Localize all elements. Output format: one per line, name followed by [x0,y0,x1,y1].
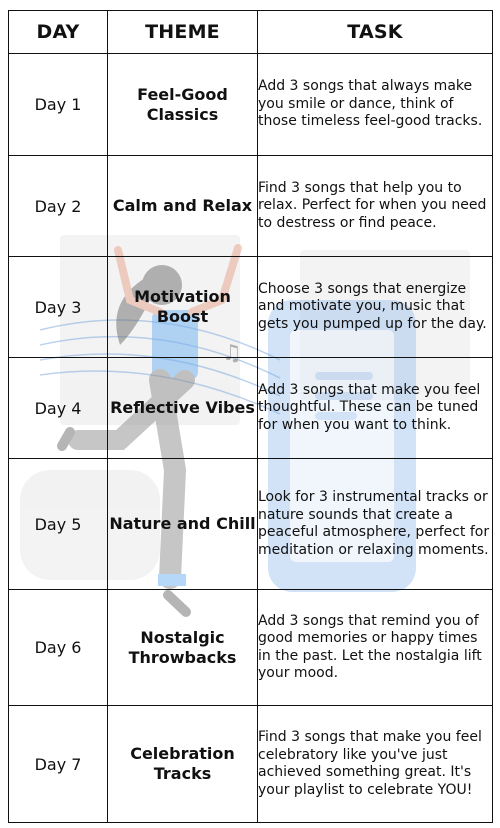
task-cell: Add 3 songs that remind you of good memories or happy times in the past. Let the nostalgia lift your mood. [258,590,493,706]
task-cell: Look for 3 instrumental tracks or nature sounds that create a peaceful atmosphere, perfect for meditation or relaxing moments. [258,459,493,590]
day-cell: Day 6 [9,590,108,706]
theme-cell: Nostalgic Throwbacks [108,590,258,706]
theme-cell: Motivation Boost [108,257,258,358]
day-cell: Day 4 [9,358,108,459]
task-cell: Find 3 songs that help you to relax. Perfect for when you need to destress or find peace. [258,156,493,257]
table-row [9,156,493,257]
theme-cell: Calm and Relax [108,156,258,257]
theme-cell: Reflective Vibes [108,358,258,459]
day-cell: Day 3 [9,257,108,358]
day-cell: Day 7 [9,706,108,823]
task-cell: Add 3 songs that make you feel thoughtful. These can be tuned for when you want to think. [258,358,493,459]
table-row [9,54,493,156]
table-row [9,590,493,706]
day-cell: Day 5 [9,459,108,590]
theme-cell: Celebration Tracks [108,706,258,823]
header-row [9,11,493,54]
day-cell: Day 2 [9,156,108,257]
task-cell: Choose 3 songs that energize and motivate you, music that gets you pumped up for the day. [258,257,493,358]
playlist-challenge-table [8,10,493,823]
table-row [9,706,493,823]
table-row [9,459,493,590]
day-header: DAY [9,11,108,54]
theme-cell: Feel-Good Classics [108,54,258,156]
table-row [9,257,493,358]
task-cell: Add 3 songs that always make you smile or dance, think of those timeless feel-good tracks. [258,54,493,156]
task-header: TASK [258,11,493,54]
task-cell: Find 3 songs that make you feel celebratory like you've just achieved something great. It's your playlist to celebrate YOU! [258,706,493,823]
theme-header: THEME [108,11,258,54]
theme-cell: Nature and Chill [108,459,258,590]
day-cell: Day 1 [9,54,108,156]
table-row [9,358,493,459]
svg-text:♫: ♫ [222,341,242,366]
